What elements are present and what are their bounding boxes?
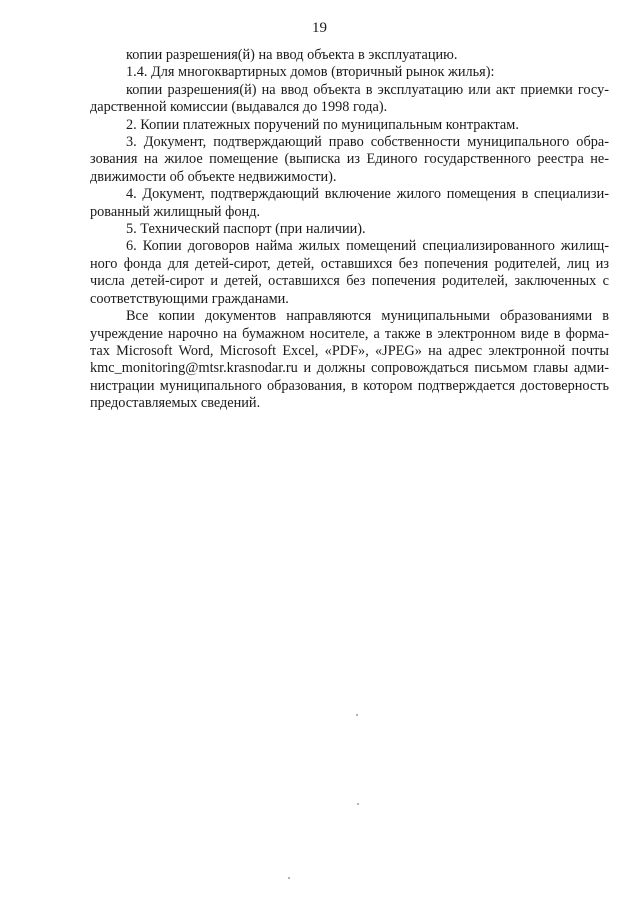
scan-speck [356, 714, 358, 716]
text-line: предоставляемых сведений. [90, 395, 261, 412]
text-line: соответствующими гражданами. [90, 290, 289, 307]
text-line: нистрации муниципального образования, в котором подтверждается достоверность [90, 377, 609, 394]
text-line: kmc_monitoring@mtsr.krasnodar.ru и должны сопровождаться письмом главы адми- [90, 360, 609, 377]
text-line: числа детей-сирот и детей, оставшихся без попечения родителей, заключенных с [90, 273, 609, 290]
text-line: ного фонда для детей-сирот, детей, оставшихся без попечения родителей, лиц из [90, 255, 609, 272]
text-line: рованный жилищный фонд. [90, 203, 261, 220]
text-line: 2. Копии платежных поручений по муниципальным контрактам. [126, 116, 519, 133]
document-body [90, 47, 609, 413]
text-line: учреждение нарочно на бумажном носителе, а также в электронном виде в форма- [90, 325, 609, 342]
text-line: 1.4. Для многоквартирных домов (вторичный рынок жилья): [126, 64, 495, 81]
text-line: тах Microsoft Word, Microsoft Excel, «PDF», «JPEG» на адрес электронной почты [90, 342, 609, 359]
text-line: Все копии документов направляются муниципальными образованиями в [126, 308, 609, 325]
page-number: 19 [312, 20, 327, 36]
text-line: движимости об объекте недвижимости). [90, 168, 337, 185]
text-line: 5. Технический паспорт (при наличии). [126, 221, 366, 238]
text-line: копии разрешения(й) на ввод объекта в эксплуатацию. [126, 47, 458, 63]
text-line: 6. Копии договоров найма жилых помещений специализированного жилищ- [126, 238, 609, 255]
text-line: дарственной комиссии (выдавался до 1998 года). [90, 99, 388, 116]
scan-speck [357, 803, 359, 805]
text-line: 4. Документ, подтверждающий включение жилого помещения в специализи- [126, 186, 609, 203]
text-line: копии разрешения(й) на ввод объекта в эксплуатацию или акт приемки госу- [126, 81, 609, 98]
text-line: 3. Документ, подтверждающий право собственности муниципального обра- [126, 134, 609, 151]
scan-speck [288, 877, 290, 879]
text-line: зования на жилое помещение (выписка из Единого государственного реестра не- [90, 151, 609, 168]
